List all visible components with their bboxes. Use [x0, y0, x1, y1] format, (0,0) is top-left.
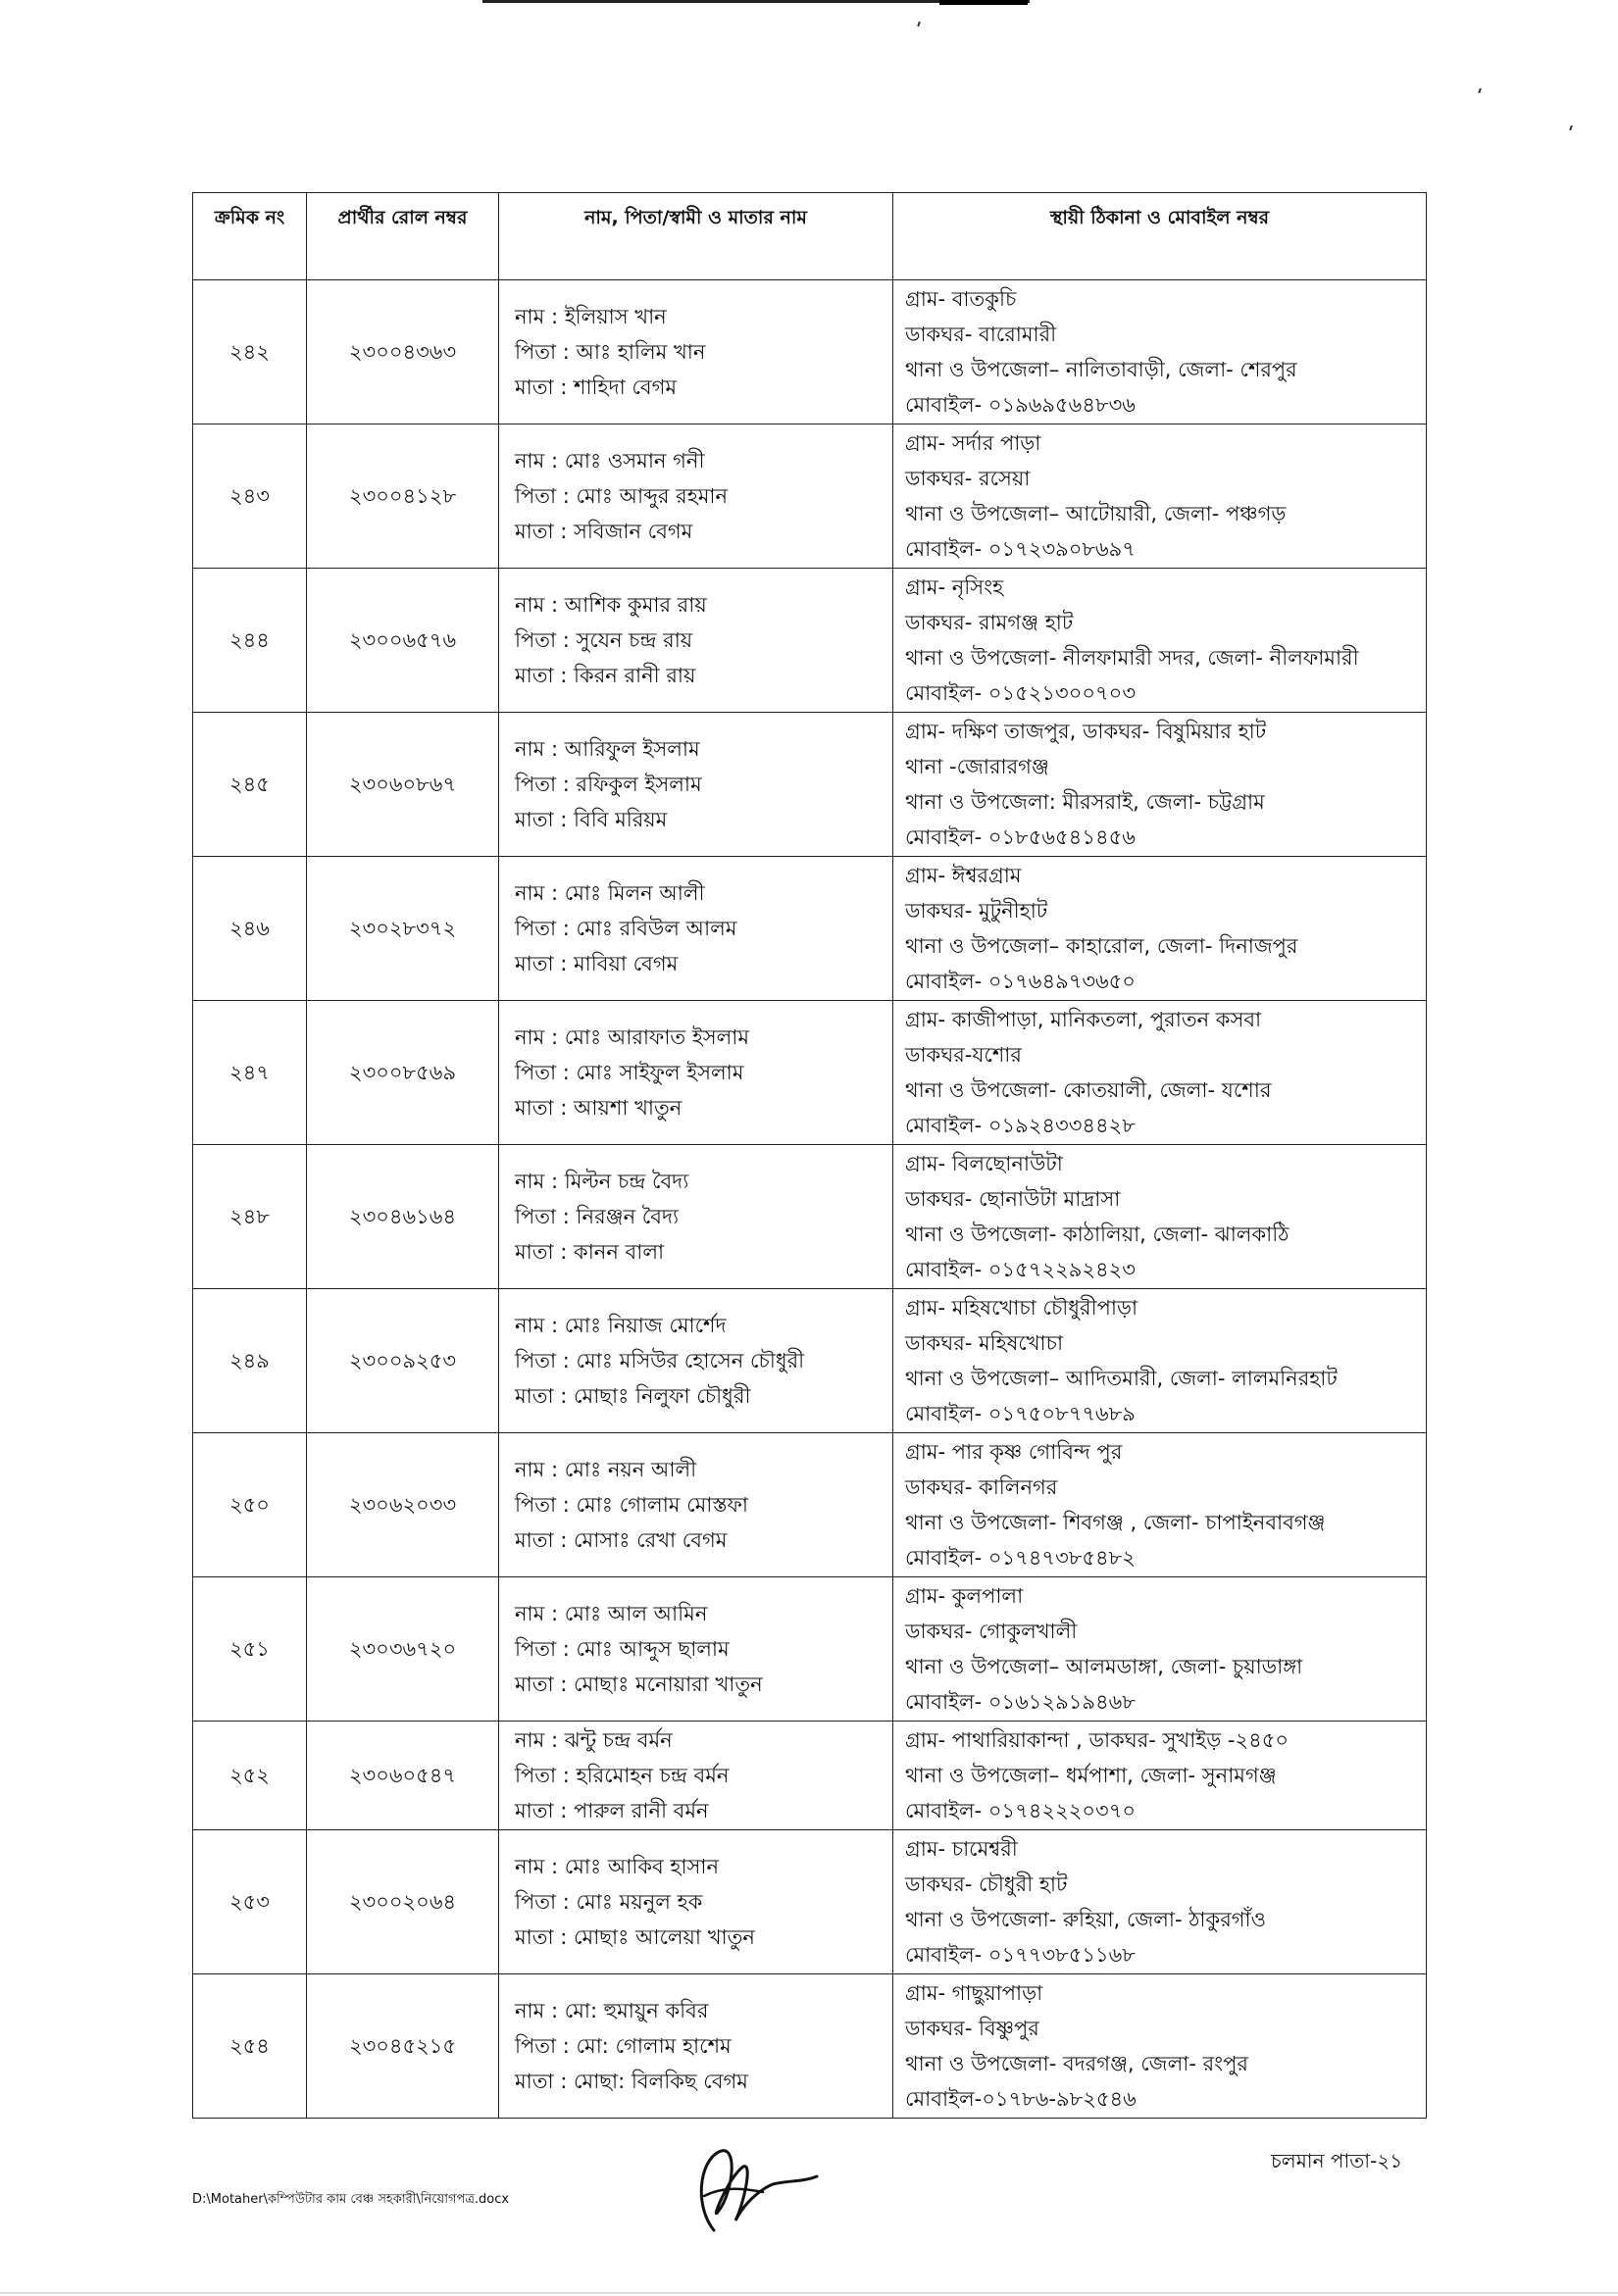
father-line: পিতা : মোঃ রবিউল আলম: [515, 917, 737, 940]
address-line: থানা ও উপজেলা- কোতয়ালী, জেলা- যশোর: [905, 1078, 1272, 1102]
candidate-table: [192, 192, 1427, 2119]
serial-cell: ২৪৬: [193, 857, 307, 1001]
address-line: মোবাইল- ০১৮৫৬৫৪১৪৫৬: [905, 825, 1136, 849]
address-line: গ্রাম- বিলছোনাউটা: [905, 1152, 1063, 1175]
address-line: ডাকঘর- চৌধুরী হাট: [905, 1872, 1068, 1896]
address-line: মোবাইল- ০১৭৪২২২০৩৭০: [905, 1799, 1137, 1822]
address-cell: [893, 1001, 1427, 1145]
serial-cell: ২৫৪: [193, 1974, 307, 2119]
names-cell: [499, 1577, 893, 1722]
serial-cell: ২৫৩: [193, 1830, 307, 1974]
address-line: ডাকঘর- রসেয়া: [905, 467, 1031, 490]
header-roll: প্রার্থীর রোল নম্বর: [307, 193, 499, 280]
mother-line: মাতা : সবিজান বেগম: [515, 520, 693, 543]
name-line: নাম : মো: হুমায়ুন কবির: [515, 1999, 709, 2022]
roll-cell: ২৩০০৪১২৮: [307, 424, 499, 569]
address-line: মোবাইল- ০১৭৭৩৮৫১১৬৮: [905, 1943, 1136, 1967]
address-line: গ্রাম- দক্ষিণ তাজপুর, ডাকঘর- বিষুমিয়ার হাট: [905, 720, 1267, 743]
father-line: পিতা : নিরঞ্জন বৈদ্য: [515, 1205, 680, 1228]
address-line: মোবাইল- ০১৯২৪৩৩৪৪২৮: [905, 1114, 1136, 1137]
address-line: ডাকঘর- মহিষখোচা: [905, 1331, 1064, 1355]
address-line: থানা ও উপজেলা- নীলফামারী সদর, জেলা- নীলফামারী: [905, 646, 1359, 670]
header-serial: ক্রমিক নং: [193, 193, 307, 280]
address-line: থানা ও উপজেলা– আটোয়ারী, জেলা- পঞ্চগড়: [905, 502, 1287, 525]
roll-cell: ২৩০৬২০৩৩: [307, 1433, 499, 1577]
table-row: [193, 1145, 1427, 1289]
name-line: নাম : ঝন্টু চন্দ্র বর্মন: [515, 1728, 673, 1752]
address-line: গ্রাম- মহিষখোচা চৌধুরীপাড়া: [905, 1296, 1138, 1320]
address-cell: [893, 1577, 1427, 1722]
scan-speck: [917, 22, 921, 26]
address-cell: [893, 1145, 1427, 1289]
address-line: মোবাইল- ০১৭৪৭৩৮৫৪৮২: [905, 1546, 1136, 1570]
serial-cell: ২৪৮: [193, 1145, 307, 1289]
table-row: [193, 280, 1427, 424]
address-line: ডাকঘর- ছোনাউটা মাদ্রাসা: [905, 1187, 1121, 1211]
name-line: নাম : মোঃ আল আমিন: [515, 1602, 708, 1625]
serial-cell: ২৪৭: [193, 1001, 307, 1145]
address-line: থানা ও উপজেলা: মীরসরাই, জেলা- চট্টগ্রাম: [905, 790, 1265, 814]
roll-cell: ২৩০০৯২৫৩: [307, 1289, 499, 1433]
roll-cell: ২৩০২৮৩৭২: [307, 857, 499, 1001]
scan-speck: [1569, 125, 1573, 130]
names-cell: [499, 569, 893, 713]
father-line: পিতা : আঃ হালিম খান: [515, 340, 706, 364]
address-line: গ্রাম- ঈশ্বরগ্রাম: [905, 864, 1022, 887]
address-line: গ্রাম- কাজীপাড়া, মানিকতলা, পুরাতন কসবা: [905, 1008, 1262, 1031]
address-cell: [893, 1830, 1427, 1974]
father-line: পিতা : মোঃ আব্দুর রহমান: [515, 484, 729, 508]
father-line: পিতা : মো: গোলাম হাশেম: [515, 2034, 732, 2058]
names-cell: [499, 1974, 893, 2119]
address-line: ডাকঘর- রামগঞ্জ হাট: [905, 611, 1074, 634]
serial-cell: ২৫১: [193, 1577, 307, 1722]
serial-cell: ২৫০: [193, 1433, 307, 1577]
address-line: থানা ও উপজেলা– কাহারোল, জেলা- দিনাজপুর: [905, 934, 1298, 958]
top-scan-mark: [939, 0, 1028, 5]
names-cell: [499, 1433, 893, 1577]
address-line: মোবাইল- ০১৭২৩৯০৮৬৯৭: [905, 537, 1136, 561]
name-line: নাম : আরিফুল ইসলাম: [515, 737, 700, 761]
father-line: পিতা : রফিকুল ইসলাম: [515, 773, 702, 796]
address-line: ডাকঘর- গোকুলখালী: [905, 1620, 1078, 1643]
header-names: নাম, পিতা/স্বামী ও মাতার নাম: [499, 193, 893, 280]
father-line: পিতা : হরিমোহন চন্দ্র বর্মন: [515, 1764, 730, 1787]
table-row: [193, 569, 1427, 713]
address-line: ডাকঘর- মুটুনীহাট: [905, 899, 1048, 923]
table-row: [193, 713, 1427, 857]
header-address: স্থায়ী ঠিকানা ও মোবাইল নম্বর: [893, 193, 1427, 280]
serial-cell: ২৪৯: [193, 1289, 307, 1433]
table-row: [193, 1830, 1427, 1974]
mother-line: মাতা : কিরন রানী রায়: [515, 664, 696, 687]
address-line: মোবাইল- ০১৭৬৪৯৭৩৬৫০: [905, 970, 1136, 993]
address-cell: [893, 1433, 1427, 1577]
names-cell: [499, 280, 893, 424]
mother-line: মাতা : মোছা: বিলকিছ বেগম: [515, 2070, 748, 2093]
names-cell: [499, 1001, 893, 1145]
roll-cell: ২৩০০৬৫৭৬: [307, 569, 499, 713]
address-cell: [893, 280, 1427, 424]
address-line: গ্রাম- বাতকুচি: [905, 287, 1017, 311]
address-line: থানা ও উপজেলা– আলমডাঙ্গা, জেলা- চুয়াডাঙ্গা: [905, 1655, 1303, 1678]
address-line: মোবাইল- ০১৯৬৯৫৬৪৮৩৬: [905, 393, 1136, 417]
address-line: থানা -জোরারগঞ্জ: [905, 755, 1049, 778]
address-line: গ্রাম- পাথারিয়াকান্দা , ডাকঘর- সুখাইড় -২৪৫০: [905, 1728, 1289, 1752]
table-body: [193, 280, 1427, 2119]
address-line: গ্রাম- সর্দার পাড়া: [905, 431, 1041, 455]
address-cell: [893, 1722, 1427, 1830]
page-continuation-note: চলমান পাতা-২১: [1271, 2149, 1403, 2172]
address-line: থানা ও উপজেলা- শিবগঞ্জ , জেলা- চাপাইনবাবগঞ্জ: [905, 1511, 1326, 1534]
roll-cell: ২৩০৬০৮৬৭: [307, 713, 499, 857]
name-line: নাম : মোঃ নিয়াজ মোর্শেদ: [515, 1314, 727, 1337]
roll-cell: ২৩০৬০৫৪৭: [307, 1722, 499, 1830]
roll-cell: ২৩০০৮৫৬৯: [307, 1001, 499, 1145]
names-cell: [499, 424, 893, 569]
address-line: গ্রাম- নৃসিংহ: [905, 575, 1004, 599]
table-row: [193, 1722, 1427, 1830]
signature-icon: [675, 2137, 822, 2245]
roll-cell: ২৩০৩৬৭২০: [307, 1577, 499, 1722]
address-cell: [893, 713, 1427, 857]
names-cell: [499, 1722, 893, 1830]
address-cell: [893, 857, 1427, 1001]
address-line: গ্রাম- কুলপালা: [905, 1584, 1024, 1608]
name-line: নাম : মোঃ নয়ন আলী: [515, 1458, 697, 1481]
father-line: পিতা : সুযেন চন্দ্র রায়: [515, 628, 693, 652]
bottom-scan-rule: [0, 2292, 1618, 2294]
serial-cell: ২৪৪: [193, 569, 307, 713]
roll-cell: ২৩০০২০৬৪: [307, 1830, 499, 1974]
father-line: পিতা : মোঃ ময়নুল হক: [515, 1890, 703, 1914]
name-line: নাম : ইলিয়াস খান: [515, 305, 667, 328]
address-cell: [893, 424, 1427, 569]
address-line: মোবাইল- ০১৫২১৩০০৭০৩: [905, 681, 1136, 705]
mother-line: মাতা : মোছাঃ আলেয়া খাতুন: [515, 1925, 755, 1949]
name-line: নাম : মিল্টন চন্দ্র বৈদ্য: [515, 1170, 689, 1193]
names-cell: [499, 1830, 893, 1974]
address-cell: [893, 1289, 1427, 1433]
mother-line: মাতা : শাহিদা বেগম: [515, 375, 678, 399]
table-row: [193, 1577, 1427, 1722]
address-line: গ্রাম- পার কৃষ্ণ গোবিন্দ পুর: [905, 1440, 1123, 1464]
serial-cell: ২৪৩: [193, 424, 307, 569]
address-line: থানা ও উপজেলা- কাঠালিয়া, জেলা- ঝালকাঠি: [905, 1223, 1289, 1246]
address-line: গ্রাম- গাছুয়াপাড়া: [905, 1981, 1043, 2005]
table-row: [193, 857, 1427, 1001]
serial-cell: ২৫২: [193, 1722, 307, 1830]
address-line: থানা ও উপজেলা– ধর্মপাশা, জেলা- সুনামগঞ্জ: [905, 1764, 1277, 1787]
address-cell: [893, 1974, 1427, 2119]
address-line: থানা ও উপজেলা- রুহিয়া, জেলা- ঠাকুরগাঁও: [905, 1908, 1267, 1931]
address-line: মোবাইল- ০১৭৫০৮৭৭৬৮৯: [905, 1402, 1136, 1425]
address-cell: [893, 569, 1427, 713]
mother-line: মাতা : মোছাঃ মনোয়ারা খাতুন: [515, 1672, 763, 1696]
names-cell: [499, 857, 893, 1001]
mother-line: মাতা : মোসাঃ রেখা বেগম: [515, 1528, 728, 1552]
father-line: পিতা : মোঃ গোলাম মোস্তফা: [515, 1493, 748, 1517]
mother-line: মাতা : আয়শা খাতুন: [515, 1096, 683, 1120]
mother-line: মাতা : পারুল রানী বর্মন: [515, 1799, 709, 1822]
name-line: নাম : মোঃ আকিব হাসান: [515, 1855, 720, 1878]
address-line: ডাকঘর- কালিনগর: [905, 1475, 1058, 1499]
roll-cell: ২৩০০৪৩৬৩: [307, 280, 499, 424]
names-cell: [499, 1145, 893, 1289]
table-row: [193, 424, 1427, 569]
mother-line: মাতা : বিবি মরিয়ম: [515, 808, 668, 831]
name-line: নাম : মোঃ আরাফাত ইসলাম: [515, 1025, 750, 1049]
father-line: পিতা : মোঃ সাইফুল ইসলাম: [515, 1061, 744, 1084]
address-line: গ্রাম- চামেশ্বরী: [905, 1837, 1018, 1861]
serial-cell: ২৪২: [193, 280, 307, 424]
roll-cell: ২৩০৪৫২১৫: [307, 1974, 499, 2119]
scan-speck: [1478, 88, 1482, 93]
names-cell: [499, 713, 893, 857]
table-row: [193, 1433, 1427, 1577]
name-line: নাম : মোঃ মিলন আলী: [515, 881, 705, 905]
address-line: ডাকঘর- বারোমারী: [905, 323, 1057, 346]
names-cell: [499, 1289, 893, 1433]
address-line: মোবাইল- ০১৬১২৯১৯৪৬৮: [905, 1690, 1136, 1714]
mother-line: মাতা : মোছাঃ নিলুফা চৌধুরী: [515, 1384, 751, 1408]
table-header-row: [193, 193, 1427, 280]
address-line: থানা ও উপজেলা- বদরগঞ্জ, জেলা- রংপুর: [905, 2052, 1248, 2075]
father-line: পিতা : মোঃ আব্দুস ছালাম: [515, 1637, 730, 1661]
file-path: D:\Motaher\কম্পিউটার কাম বেঞ্চ সহকারী\নিয়োগপত্র.docx: [192, 2192, 510, 2207]
table-row: [193, 1001, 1427, 1145]
serial-cell: ২৪৫: [193, 713, 307, 857]
roll-cell: ২৩০৪৬১৬৪: [307, 1145, 499, 1289]
address-line: মোবাইল- ০১৫৭২২৯২৪২৩: [905, 1258, 1136, 1281]
address-line: ডাকঘর-যশোর: [905, 1043, 1022, 1067]
address-line: ডাকঘর- বিষ্ণুপুর: [905, 2017, 1039, 2040]
name-line: নাম : মোঃ ওসমান গনী: [515, 449, 705, 473]
mother-line: মাতা : কানন বালা: [515, 1240, 665, 1264]
address-line: থানা ও উপজেলা– নালিতাবাড়ী, জেলা- শেরপুর: [905, 358, 1297, 381]
father-line: পিতা : মোঃ মসিউর হোসেন চৌধুরী: [515, 1349, 805, 1373]
table-row: [193, 1289, 1427, 1433]
address-line: থানা ও উপজেলা– আদিতমারী, জেলা- লালমনিরহাট: [905, 1367, 1338, 1390]
name-line: নাম : আশিক কুমার রায়: [515, 593, 707, 617]
mother-line: মাতা : মাবিয়া বেগম: [515, 952, 679, 975]
address-line: মোবাইল-০১৭৮৬-৯৮২৫৪৬: [905, 2087, 1137, 2111]
table-row: [193, 1974, 1427, 2119]
